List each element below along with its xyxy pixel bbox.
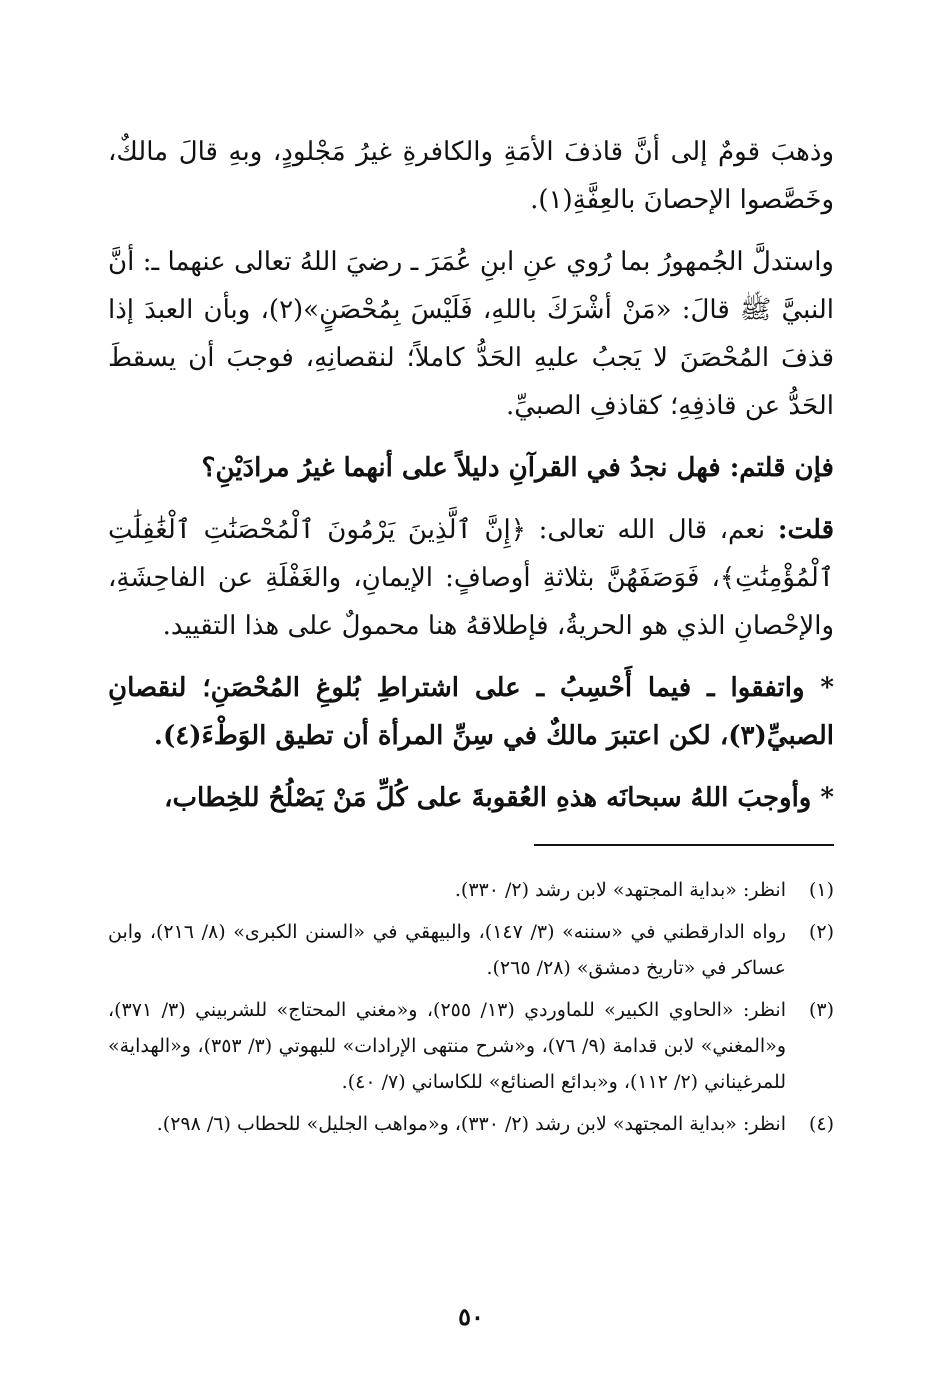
paragraph-4-answer [108, 506, 834, 650]
footnote-number: (٣) [808, 999, 834, 1021]
paragraph-3-question: فإن قلتم: فهل نجدُ في القرآنِ دليلاً على أنهما غيرُ مرادَيْنِ؟ [201, 453, 834, 483]
footnote-number: (٢) [808, 921, 834, 943]
footnote-text: رواه الدارقطني في «سننه» (٣/ ١٤٧)، والبيهقي في «السنن الكبرى» (٨/ ٢١٦)، وابن عساكر في «تاريخ دمشق» (٢٨/ ٢٦٥). [108, 921, 786, 979]
footnote-text: انظر: «بداية المجتهد» لابن رشد (٢/ ٣٣٠). [454, 879, 786, 901]
footnote-text: انظر: «بداية المجتهد» لابن رشد (٢/ ٣٣٠)، و«مواهب الجليل» للحطاب (٦/ ٢٩٨). [156, 1113, 786, 1135]
footnotes [108, 872, 834, 1142]
page-number: ٥٠ [458, 1302, 484, 1331]
paragraph-5: * واتفقوا ـ فيما أَحْسِبُ ـ على اشتراطِ بُلوغِ المُحْصَنِ؛ لنقصانِ الصبيِّ(٣)، لكن اعتبرَ مالكٌ في سِنِّ المرأة أن تطيق الوَطْءَ(٤). [108, 673, 834, 751]
footnote-divider [534, 844, 834, 846]
footnote-item [108, 992, 834, 1100]
answer-lead: قلت: [777, 515, 835, 545]
page-body [108, 128, 834, 1148]
footnote-number: (١) [808, 879, 834, 901]
paragraph-1: وذهبَ قومٌ إلى أنَّ قاذفَ الأمَةِ والكافرةِ غيرُ مَجْلودٍ، وبهِ قالَ مالكٌ، وخَصَّصوا الإحصانَ بالعِفَّةِ(١). [108, 137, 834, 215]
footnote-item [108, 914, 834, 986]
footnote-number: (٤) [808, 1113, 834, 1135]
footnote-item [108, 1106, 834, 1142]
paragraph-6: * وأوجبَ اللهُ سبحانَه هذهِ العُقوبةَ على كُلِّ مَنْ يَصْلُحُ للخِطاب، [164, 783, 834, 813]
footnote-text: انظر: «الحاوي الكبير» للماوردي (١٣/ ٢٥٥)، و«مغني المحتاج» للشربيني (٣/ ٣٧١)، و«المغني» لابن قدامة (٩/ ٧٦)، و«شرح منتهى الإرادات» للبهوتي (٣/ ٣٥٣)، و«الهداية» للمرغيناني (٢/ ١١٢)، و«بدائع الصنائع» للكاساني (٧/ ٤٠). [108, 999, 786, 1093]
answer-text: نعم، قال الله تعالى: ﴿إِنَّ ٱلَّذِينَ يَرْمُونَ ٱلْمُحْصَنَٰتِ ٱلْغَٰفِلَٰتِ ٱلْمُؤْمِنَٰتِ﴾، فَوَصَفَهُنَّ بثلاثةِ أوصافٍ: الإيمانِ، والغَفْلَةِ عن الفاحِشَةِ، والإحْصانِ الذي هو الحريةُ، فإطلاقهُ هنا محمولٌ على هذا التقييد. [108, 515, 834, 641]
paragraph-2: واستدلَّ الجُمهورُ بما رُوي عنِ ابنِ عُمَرَ ـ رضيَ اللهُ تعالى عنهما ـ: أنَّ النبيَّ ﷺ قالَ: «مَنْ أشْرَكَ باللهِ، فَلَيْسَ بِمُحْصَنٍ»(٢)، وبأن العبدَ إذا قذفَ المُحْصَنَ لا يَجبُ عليهِ الحَدُّ كاملاً؛ لنقصانِهِ، فوجبَ أن يسقطَ الحَدُّ عن قاذفِهِ؛ كقاذفِ الصبيِّ. [108, 247, 835, 421]
footnote-item [108, 872, 834, 908]
